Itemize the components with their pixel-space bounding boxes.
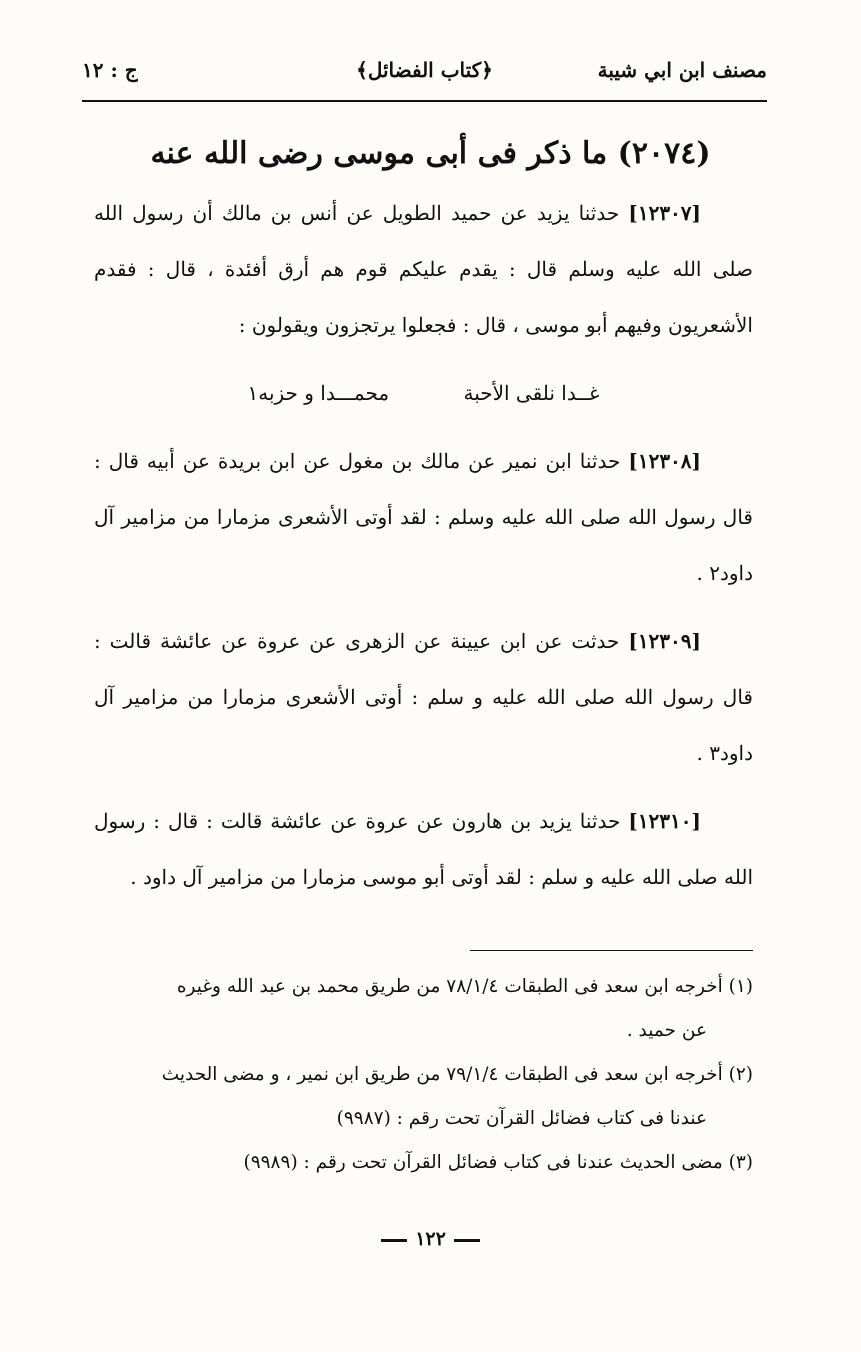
hadith-text: حدثت عن ابن عيينة عن الزهرى عن عروة عن عائشة قالت : قال رسول الله صلى الله عليه و سلم : أوتى الأشعرى مزمارا من مزامير آل داود٣ . bbox=[94, 629, 753, 765]
footnote-2-cont: عندنا فى كتاب فضائل القرآن تحت رقم : (٩٩٨٧) bbox=[336, 1108, 707, 1129]
header-rule bbox=[82, 100, 767, 102]
hadith-12308 bbox=[94, 433, 753, 601]
footnote-1: (١) أخرجه ابن سعد فى الطبقات ٧٨/١/٤ من طريق محمد بن عبد الله وغيره bbox=[176, 976, 753, 997]
footnotes bbox=[94, 965, 753, 1185]
header-volume: ج : ١٢ bbox=[82, 58, 138, 82]
hadith-number: [١٢٣٠٩] bbox=[628, 629, 701, 653]
hadith-number: [١٢٣٠٧] bbox=[628, 201, 702, 225]
dash-left bbox=[381, 1239, 407, 1242]
hadith-text: حدثنا ابن نمير عن مالك بن مغول عن ابن بريدة عن أبيه قال : قال رسول الله صلى الله عليه وسلم : لقد أوتى الأشعرى مزمارا من مزامير آل داود٢ . bbox=[94, 449, 753, 585]
hadith-number: [١٢٣٠٨] bbox=[628, 449, 702, 473]
hadith-12307 bbox=[94, 185, 753, 353]
footnote-rule bbox=[470, 950, 753, 951]
page-number: ١٢٢ bbox=[415, 1228, 446, 1250]
hadith-12309 bbox=[94, 613, 753, 781]
poem-hemistich-2: محمـــدا و حزبه١ bbox=[247, 381, 390, 405]
footnote-3: (٣) مضى الحديث عندنا فى كتاب فضائل القرآن تحت رقم : (٩٩٨٩) bbox=[243, 1152, 753, 1173]
footnote-2: (٢) أخرجه ابن سعد فى الطبقات ٧٩/١/٤ من طريق ابن نمير ، و مضى الحديث bbox=[161, 1064, 753, 1085]
hadith-text: حدثنا يزيد بن هارون عن عروة عن عائشة قالت : قال : رسول الله صلى الله عليه و سلم : لقد أوتى أبو موسى مزمارا من مزامير آل داود . bbox=[94, 809, 753, 889]
section-title: (٢٠٧٤) ما ذكر فى أبى موسى رضى الله عنه bbox=[150, 136, 711, 171]
page-number-line bbox=[0, 1228, 861, 1250]
hadith-text: حدثنا يزيد عن حميد الطويل عن أنس بن مالك أن رسول الله صلى الله عليه وسلم قال : يقدم عليكم قوم هم أرق أفئدة ، قال : فقدم الأشعريون وفيهم أبو موسى ، قال : فجعلوا يرتجزون ويقولون : bbox=[94, 201, 753, 337]
poem-hemistich-1: غــدا نلقى الأحبة bbox=[463, 381, 600, 405]
header-book-title: مصنف ابن ابي شيبة bbox=[597, 58, 767, 82]
footnote-1-cont: عن حميد . bbox=[626, 1020, 707, 1041]
poem-verse bbox=[94, 365, 753, 421]
running-header bbox=[82, 58, 767, 94]
hadith-12310 bbox=[94, 793, 753, 905]
hadith-body bbox=[94, 185, 753, 917]
dash-right bbox=[454, 1239, 480, 1242]
header-chapter: ﴿كتاب الفضائل﴾ bbox=[356, 58, 493, 82]
hadith-number: [١٢٣١٠] bbox=[628, 809, 701, 833]
